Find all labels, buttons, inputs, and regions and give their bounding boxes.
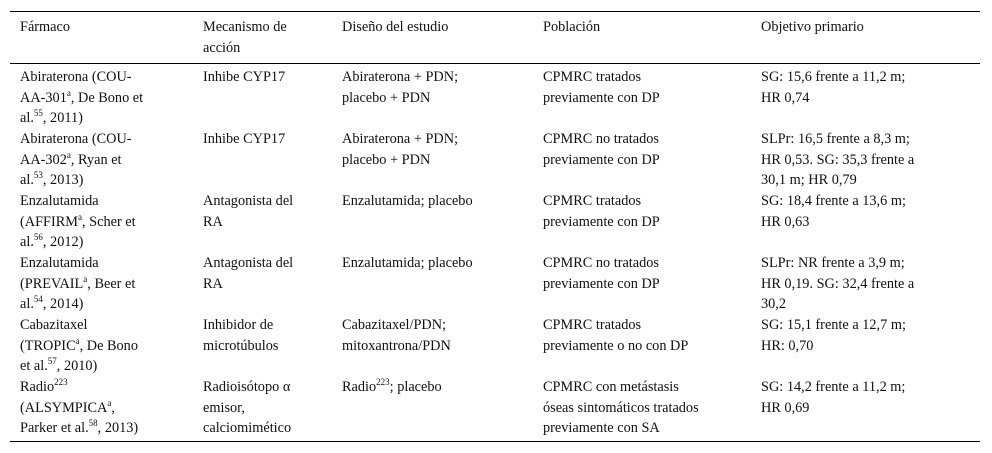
cell-poblacion: CPMRC tratados previamente con DP bbox=[543, 69, 660, 106]
cell-objetivo: SLPr: NR frente a 3,9 m; HR 0,19. SG: 32,4 frente a 30,2 bbox=[761, 255, 915, 312]
header-rule bbox=[10, 63, 980, 64]
header-poblacion: Población bbox=[543, 19, 601, 35]
cell-mecanismo: Antagonista del RA bbox=[203, 255, 294, 292]
cell-poblacion: CPMRC tratados previamente con DP bbox=[543, 193, 660, 230]
cell-objetivo: SG: 15,6 frente a 11,2 m; HR 0,74 bbox=[761, 69, 906, 106]
cell-objetivo: SG: 18,4 frente a 13,6 m; HR 0,63 bbox=[761, 193, 906, 230]
header-mecanismo: Mecanismo de acción bbox=[203, 19, 287, 56]
header-diseno: Diseño del estudio bbox=[342, 19, 449, 35]
cell-objetivo: SG: 15,1 frente a 12,7 m; HR: 0,70 bbox=[761, 317, 906, 354]
cell-mecanismo: Inhibidor de microtúbulos bbox=[203, 317, 279, 354]
top-rule bbox=[10, 11, 980, 12]
cell-farmaco: Cabazitaxel (TROPIC$^a$, De Bono et al.$^{57}$, 2010) bbox=[20, 317, 138, 374]
cell-poblacion: CPMRC no tratados previamente con DP bbox=[543, 255, 660, 292]
cell-diseno: Enzalutamida; placebo bbox=[342, 193, 473, 209]
cell-objetivo: SLPr: 16,5 frente a 8,3 m; HR 0,53. SG: 35,3 frente a 30,1 m; HR 0,79 bbox=[761, 131, 915, 188]
cell-diseno: Enzalutamida; placebo bbox=[342, 255, 473, 271]
cell-objetivo: SG: 14,2 frente a 11,2 m; HR 0,69 bbox=[761, 379, 906, 416]
cell-diseno: Radio$^{223}$; placebo bbox=[342, 377, 442, 395]
cell-mecanismo: Inhibe CYP17 bbox=[203, 131, 286, 147]
cell-farmaco: Enzalutamida (AFFIRM$^a$, Scher et al.$^{56}$, 2012) bbox=[20, 193, 136, 250]
cell-mecanismo: Radioisótopo α emisor, calciomimético bbox=[203, 379, 292, 436]
cell-mecanismo: Antagonista del RA bbox=[203, 193, 294, 230]
cell-farmaco: Abiraterona (COU- AA-301$^a$, De Bono et al.$^{55}$, 2011) bbox=[20, 69, 144, 126]
cell-farmaco: Radio$^{223}$ (ALSYMPICA$^a$, Parker et al.$^{58}$, 2013) bbox=[20, 377, 139, 436]
cell-poblacion: CPMRC con metástasis óseas sintomáticos tratados previamente con SA bbox=[543, 379, 699, 436]
header-farmaco: Fármaco bbox=[20, 19, 71, 35]
cell-farmaco: Enzalutamida (PREVAIL$^a$, Beer et al.$^{54}$, 2014) bbox=[20, 255, 136, 312]
cell-diseno: Cabazitaxel/PDN; mitoxantrona/PDN bbox=[342, 317, 451, 354]
cell-diseno: Abiraterona + PDN; placebo + PDN bbox=[342, 131, 459, 168]
cell-mecanismo: Inhibe CYP17 bbox=[203, 69, 286, 85]
cell-diseno: Abiraterona + PDN; placebo + PDN bbox=[342, 69, 459, 106]
cell-poblacion: CPMRC tratados previamente o no con DP bbox=[543, 317, 689, 354]
bottom-rule bbox=[10, 441, 980, 442]
cell-farmaco: Abiraterona (COU- AA-302$^a$, Ryan et al.$^{53}$, 2013) bbox=[20, 131, 132, 188]
cell-poblacion: CPMRC no tratados previamente con DP bbox=[543, 131, 660, 168]
header-objetivo: Objetivo primario bbox=[761, 19, 864, 35]
